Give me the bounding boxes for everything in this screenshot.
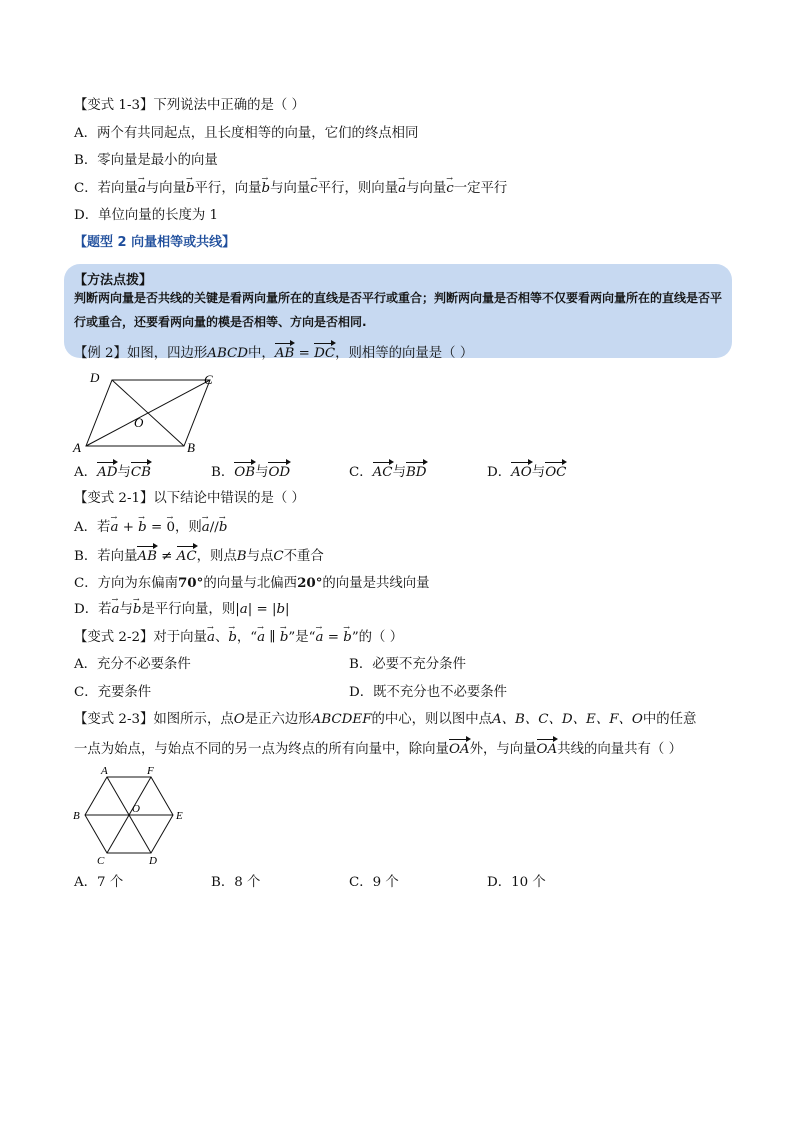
variant-2-2-option-d: D．既不充分也不必要条件 — [349, 685, 508, 700]
parallelogram-figure — [70, 368, 230, 458]
variant-2-3-option-c: C．9 个 — [349, 875, 399, 890]
label-a: A — [73, 440, 81, 455]
hex-label-d: D — [149, 855, 157, 867]
variant-2-1-option-b: B．若向量AB ≠ AC，则点B与点C不重合 — [74, 545, 324, 567]
label-o: O — [134, 415, 144, 430]
variant-2-2-stem: 【变式 2-2】对于向量a →、b →，“a → ∥ b →”是“a → = b →”的（ ） — [74, 628, 403, 648]
hex-label-e: E — [176, 810, 183, 822]
variant-1-3-stem: 【变式 1-3】下列说法中正确的是（ ） — [74, 98, 305, 113]
hex-label-b: B — [73, 810, 80, 822]
hex-label-a: A — [101, 765, 108, 777]
hexagon-figure — [70, 763, 190, 871]
variant-1-3-option-c: C．若向量a →与向量b →平行，向量b →与向量c →平行，则向量a →与向量c →一定平行 — [74, 179, 507, 199]
variant-2-2-option-c: C．充要条件 — [74, 685, 152, 700]
variant-2-3-option-b: B．8 个 — [211, 875, 261, 890]
example-2-stem: 【例 2】如图，四边形ABCD中，AB = DC，则相等的向量是（ ） — [74, 342, 473, 364]
example-2-option-b: B．OB与OD — [211, 461, 290, 483]
variant-2-3-stem-line-2: 一点为始点，与始点不同的另一点为终点的所有向量中，除向量OA外，与向量OA共线的向量共有（ ） — [74, 738, 682, 760]
method-tip-heading: 【方法点拨】 — [74, 273, 153, 288]
hex-label-c: C — [97, 855, 105, 867]
variant-2-1-option-a: A．若a → + b → = 0 →，则a →//b → — [74, 518, 227, 538]
variant-2-3-option-a: A．7 个 — [74, 875, 124, 890]
variant-1-3-option-a: A．两个有共同起点，且长度相等的向量，它们的终点相同 — [74, 126, 419, 141]
variant-2-1-option-c: C．方向为东偏南70°的向量与北偏西20°的向量是共线向量 — [74, 575, 430, 591]
label-d: D — [90, 370, 100, 385]
section-2-title: 【题型 2 向量相等或共线】 — [74, 235, 236, 250]
variant-2-2-option-b: B．必要不充分条件 — [349, 657, 466, 672]
hex-label-o: O — [132, 803, 140, 815]
variant-1-3-option-d: D．单位向量的长度为 1 — [74, 208, 219, 223]
example-2-option-c: C．AC与BD — [349, 461, 427, 483]
variant-2-1-stem: 【变式 2-1】以下结论中错误的是（ ） — [74, 491, 305, 506]
method-tip-body: 判断两向量是否共线的关键是看两向量所在的直线是否平行或重合；判断两向量是否相等不仅要看两向量所在的直线是否平行或重合，还要看两向量的模是否相等、方向是否相同. — [74, 291, 723, 329]
variant-2-1-option-d: D．若a →与b →是平行向量，则|a| = |b| — [74, 600, 290, 620]
variant-2-2-option-a: A．充分不必要条件 — [74, 657, 191, 672]
label-b: B — [187, 440, 195, 455]
example-2-option-a: A．AD与CB — [74, 461, 151, 483]
variant-1-3-option-b: B．零向量是最小的向量 — [74, 153, 218, 168]
label-c: C — [204, 372, 213, 387]
example-2-option-d: D．AO与OC — [487, 461, 566, 483]
hex-label-f: F — [147, 765, 154, 777]
variant-2-3-stem-line-1: 【变式 2-3】如图所示，点O是正六边形ABCDEF的中心，则以图中点A、B、C、D、E、F、O中的任意 — [74, 712, 697, 727]
variant-2-3-option-d: D．10 个 — [487, 875, 546, 890]
